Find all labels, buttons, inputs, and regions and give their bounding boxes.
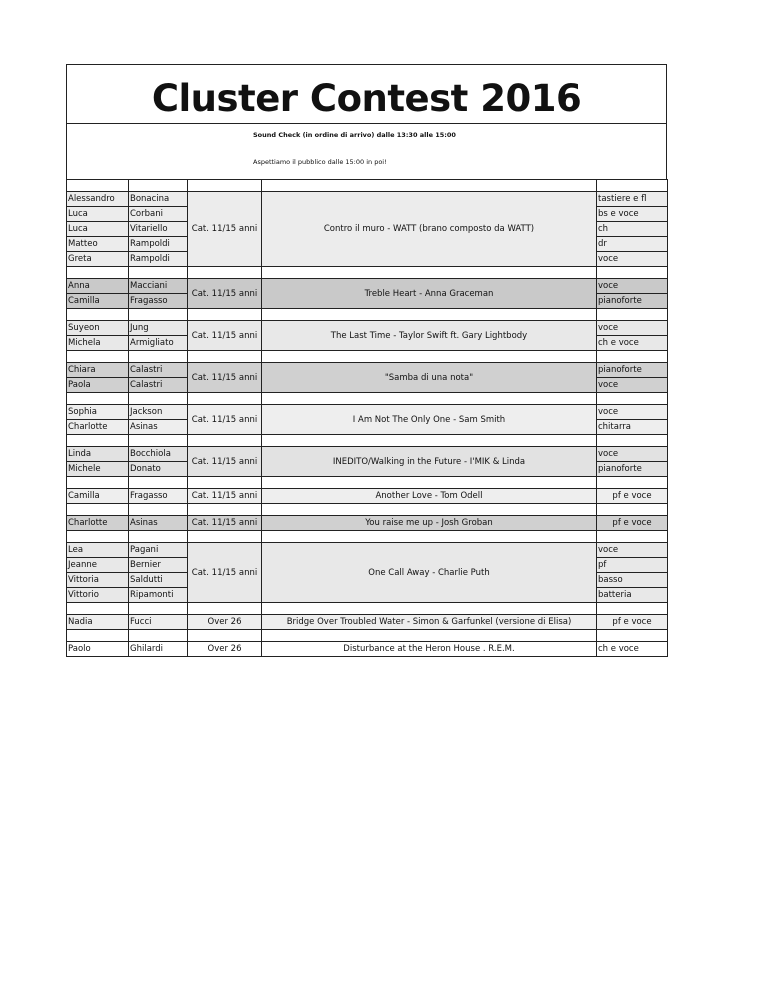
spacer-cell [597, 393, 668, 405]
first-name-cell: Greta [67, 252, 129, 267]
spacer-cell [597, 630, 668, 642]
last-name-cell: Macciani [129, 279, 188, 294]
spacer-cell [188, 504, 262, 516]
first-name-cell: Suyeon [67, 321, 129, 336]
table-row [67, 405, 668, 420]
last-name-cell: Asinas [129, 516, 188, 531]
spacer-cell [597, 531, 668, 543]
spacer-cell [188, 435, 262, 447]
first-name-cell: Matteo [67, 237, 129, 252]
last-name-cell: Fragasso [129, 489, 188, 504]
table-row [67, 321, 668, 336]
spacer-cell [67, 351, 129, 363]
first-name-cell: Alessandro [67, 192, 129, 207]
spacer-cell [129, 309, 188, 321]
instrument-cell: bs e voce [597, 207, 668, 222]
spacer-cell [129, 435, 188, 447]
first-name-cell: Paola [67, 378, 129, 393]
spacer-cell [129, 351, 188, 363]
last-name-cell: Fragasso [129, 294, 188, 309]
spacer-cell [67, 309, 129, 321]
spacer-cell [262, 504, 597, 516]
first-name-cell: Camilla [67, 294, 129, 309]
instrument-cell: ch e voce [597, 642, 668, 657]
spacer-row [67, 630, 668, 642]
table-row [67, 615, 668, 630]
song-cell: Disturbance at the Heron House . R.E.M. [262, 642, 597, 657]
last-name-cell: Bocchiola [129, 447, 188, 462]
first-name-cell: Luca [67, 207, 129, 222]
instrument-cell: voce [597, 543, 668, 558]
spacer-cell [129, 603, 188, 615]
last-name-cell: Asinas [129, 420, 188, 435]
instrument-cell: pf e voce [597, 615, 668, 630]
table-row [67, 192, 668, 207]
instrument-cell: dr [597, 237, 668, 252]
lineup-table [66, 179, 668, 657]
song-cell: "Samba di una nota" [262, 363, 597, 393]
spacer-row [67, 180, 668, 192]
category-cell: Cat. 11/15 anni [188, 543, 262, 603]
spacer-cell [129, 267, 188, 279]
instrument-cell: voce [597, 279, 668, 294]
instrument-cell: voce [597, 405, 668, 420]
instrument-cell: pf e voce [597, 516, 668, 531]
song-cell: I Am Not The Only One - Sam Smith [262, 405, 597, 435]
spacer-cell [188, 603, 262, 615]
spacer-cell [262, 531, 597, 543]
first-name-cell: Vittoria [67, 573, 129, 588]
instrument-cell: batteria [597, 588, 668, 603]
last-name-cell: Armigliato [129, 336, 188, 351]
instrument-cell: ch [597, 222, 668, 237]
spacer-cell [597, 504, 668, 516]
spacer-row [67, 351, 668, 363]
spacer-row [67, 393, 668, 405]
song-cell: Contro il muro - WATT (brano composto da WATT) [262, 192, 597, 267]
spacer-cell [188, 477, 262, 489]
last-name-cell: Saldutti [129, 573, 188, 588]
page-title: Cluster Contest 2016 [151, 77, 582, 120]
instrument-cell: voce [597, 321, 668, 336]
spacer-cell [129, 393, 188, 405]
spacer-cell [597, 435, 668, 447]
title-divider [67, 123, 666, 124]
table-row [67, 279, 668, 294]
instrument-cell: voce [597, 252, 668, 267]
last-name-cell: Rampoldi [129, 237, 188, 252]
spacer-cell [67, 630, 129, 642]
table-row [67, 543, 668, 558]
spacer-cell [262, 351, 597, 363]
last-name-cell: Calastri [129, 363, 188, 378]
spacer-cell [262, 267, 597, 279]
spacer-row [67, 309, 668, 321]
spacer-cell [129, 531, 188, 543]
spacer-cell [262, 630, 597, 642]
category-cell: Cat. 11/15 anni [188, 321, 262, 351]
song-cell: Another Love - Tom Odell [262, 489, 597, 504]
spacer-cell [597, 477, 668, 489]
table-row [67, 642, 668, 657]
category-cell: Over 26 [188, 642, 262, 657]
category-cell: Cat. 11/15 anni [188, 363, 262, 393]
last-name-cell: Corbani [129, 207, 188, 222]
spacer-cell [188, 393, 262, 405]
last-name-cell: Ghilardi [129, 642, 188, 657]
last-name-cell: Jung [129, 321, 188, 336]
category-cell: Cat. 11/15 anni [188, 192, 262, 267]
instrument-cell: pianoforte [597, 363, 668, 378]
instrument-cell: pf e voce [597, 489, 668, 504]
first-name-cell: Camilla [67, 489, 129, 504]
last-name-cell: Ripamonti [129, 588, 188, 603]
category-cell: Cat. 11/15 anni [188, 405, 262, 435]
spacer-cell [188, 267, 262, 279]
spacer-cell [597, 309, 668, 321]
spacer-cell [67, 393, 129, 405]
spacer-cell [262, 477, 597, 489]
last-name-cell: Donato [129, 462, 188, 477]
first-name-cell: Nadia [67, 615, 129, 630]
instrument-cell: pf [597, 558, 668, 573]
contest-sheet [66, 64, 667, 657]
first-name-cell: Charlotte [67, 516, 129, 531]
first-name-cell: Linda [67, 447, 129, 462]
spacer-cell [597, 267, 668, 279]
first-name-cell: Luca [67, 222, 129, 237]
sheet-header [66, 64, 667, 179]
spacer-cell [129, 630, 188, 642]
instrument-cell: chitarra [597, 420, 668, 435]
last-name-cell: Jackson [129, 405, 188, 420]
spacer-cell [129, 504, 188, 516]
first-name-cell: Jeanne [67, 558, 129, 573]
spacer-cell [262, 309, 597, 321]
spacer-cell [129, 477, 188, 489]
category-cell: Cat. 11/15 anni [188, 489, 262, 504]
song-cell: Bridge Over Troubled Water - Simon & Garfunkel (versione di Elisa) [262, 615, 597, 630]
first-name-cell: Anna [67, 279, 129, 294]
song-cell: You raise me up - Josh Groban [262, 516, 597, 531]
first-name-cell: Michele [67, 462, 129, 477]
public-note: Aspettiamo il pubblico dalle 15:00 in poi! [253, 158, 387, 166]
spacer-row [67, 603, 668, 615]
spacer-cell [188, 180, 262, 192]
spacer-row [67, 531, 668, 543]
song-cell: The Last Time - Taylor Swift ft. Gary Lightbody [262, 321, 597, 351]
last-name-cell: Calastri [129, 378, 188, 393]
instrument-cell: pianoforte [597, 294, 668, 309]
instrument-cell: basso [597, 573, 668, 588]
category-cell: Over 26 [188, 615, 262, 630]
last-name-cell: Bernier [129, 558, 188, 573]
spacer-row [67, 435, 668, 447]
spacer-row [67, 477, 668, 489]
first-name-cell: Charlotte [67, 420, 129, 435]
table-row [67, 447, 668, 462]
first-name-cell: Paolo [67, 642, 129, 657]
spacer-cell [129, 180, 188, 192]
song-cell: One Call Away - Charlie Puth [262, 543, 597, 603]
last-name-cell: Vitariello [129, 222, 188, 237]
spacer-row [67, 267, 668, 279]
song-cell: Treble Heart - Anna Graceman [262, 279, 597, 309]
spacer-cell [188, 309, 262, 321]
spacer-cell [597, 180, 668, 192]
song-cell: INEDITO/Walking in the Future - I'MIK & Linda [262, 447, 597, 477]
spacer-cell [67, 531, 129, 543]
spacer-cell [188, 351, 262, 363]
category-cell: Cat. 11/15 anni [188, 516, 262, 531]
first-name-cell: Michela [67, 336, 129, 351]
category-cell: Cat. 11/15 anni [188, 447, 262, 477]
category-cell: Cat. 11/15 anni [188, 279, 262, 309]
spacer-cell [67, 477, 129, 489]
spacer-cell [188, 630, 262, 642]
spacer-cell [67, 267, 129, 279]
spacer-cell [67, 180, 129, 192]
spacer-cell [262, 603, 597, 615]
spacer-cell [67, 504, 129, 516]
spacer-cell [67, 603, 129, 615]
first-name-cell: Lea [67, 543, 129, 558]
first-name-cell: Chiara [67, 363, 129, 378]
spacer-cell [262, 435, 597, 447]
instrument-cell: voce [597, 378, 668, 393]
last-name-cell: Rampoldi [129, 252, 188, 267]
instrument-cell: voce [597, 447, 668, 462]
spacer-cell [67, 435, 129, 447]
spacer-cell [262, 393, 597, 405]
spacer-row [67, 504, 668, 516]
instrument-cell: ch e voce [597, 336, 668, 351]
soundcheck-note: Sound Check (in ordine di arrivo) dalle 13:30 alle 15:00 [253, 131, 456, 139]
table-row [67, 516, 668, 531]
spacer-cell [262, 180, 597, 192]
table-row [67, 363, 668, 378]
table-row [67, 489, 668, 504]
instrument-cell: pianoforte [597, 462, 668, 477]
first-name-cell: Vittorio [67, 588, 129, 603]
first-name-cell: Sophia [67, 405, 129, 420]
last-name-cell: Bonacina [129, 192, 188, 207]
instrument-cell: tastiere e fl [597, 192, 668, 207]
last-name-cell: Fucci [129, 615, 188, 630]
last-name-cell: Pagani [129, 543, 188, 558]
spacer-cell [597, 603, 668, 615]
spacer-cell [597, 351, 668, 363]
spacer-cell [188, 531, 262, 543]
